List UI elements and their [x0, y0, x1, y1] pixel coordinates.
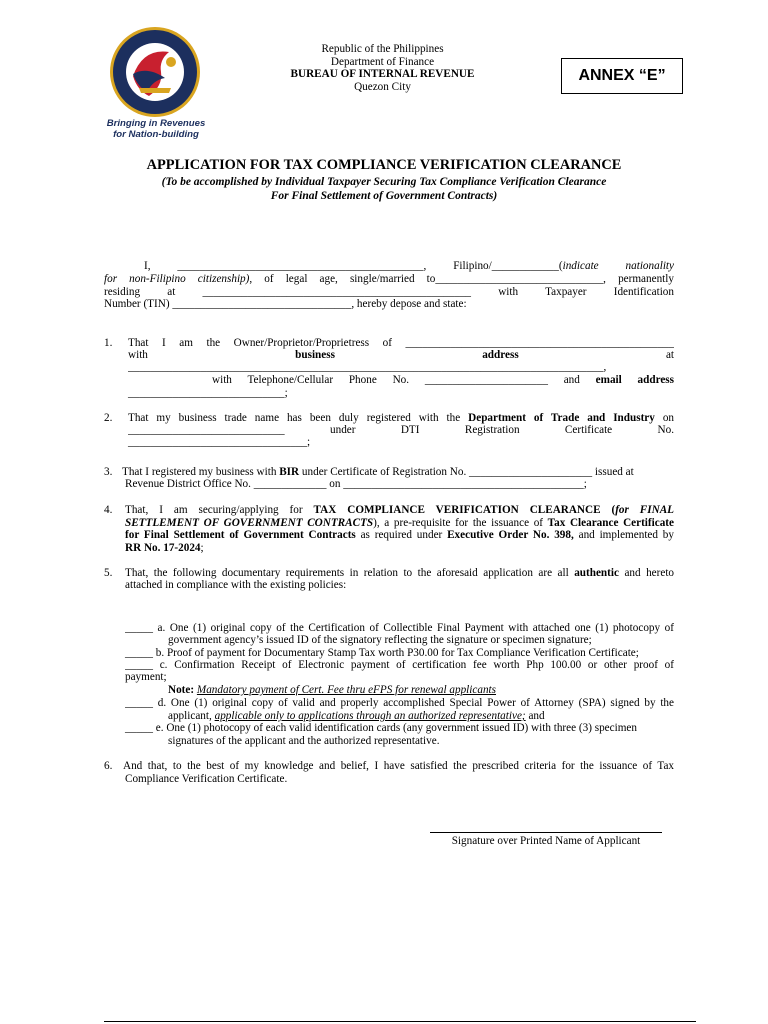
- item-text-bold: Executive Order No. 398,: [447, 529, 574, 541]
- item-text: with Telephone/Cellular Phone No. ______________________ and: [212, 374, 580, 386]
- requirement-c-line-1: _____ c. Confirmation Receipt of Electronic payment of certification fee worth Php 100.00 or other proof of: [125, 659, 674, 671]
- item-text-bold: Department of Trade and Industry: [468, 412, 655, 424]
- tagline-line-1: Bringing in Revenues: [106, 118, 206, 129]
- requirement-a-line-1: _____ a. One (1) original copy of the Certification of Collectible Final Payment with attached one (1) photocopy of: [125, 622, 674, 634]
- requirement-b-line-1: _____ b. Proof of payment for Documentary Stamp Tax worth P30.00 for Tax Compliance Verification Certificate;: [125, 647, 639, 659]
- item-4-line-4: [125, 542, 204, 555]
- intro-line-1: [104, 260, 674, 273]
- requirement-text-underlined: applicable only to applications through an authorized representative;: [214, 710, 526, 722]
- item-6-line-1: And that, to the best of my knowledge and belief, I have satisfied the prescribed criteria for the issuance of Tax: [123, 760, 674, 772]
- country-name: Republic of the Philippines: [321, 43, 444, 55]
- item-number: 2.: [104, 412, 113, 424]
- item-1-line-3: _____________________________________________________________________________________,: [128, 361, 607, 373]
- requirement-e-line-1: _____ e. One (1) photocopy of each valid identification cards (any government issued ID) with three (3) specimen: [125, 722, 637, 734]
- intro-line-3: residing at ________________________________________________ with Taxpayer Identification: [104, 286, 674, 298]
- annex-label: ANNEX “E”: [561, 58, 683, 94]
- item-text: as required under: [360, 529, 443, 541]
- tagline: [100, 119, 212, 140]
- item-number: 3.: [104, 466, 113, 478]
- signature-line: [430, 832, 662, 833]
- item-number: 1.: [104, 337, 113, 349]
- item-text: That I registered my business with: [122, 466, 277, 478]
- item-text: with: [128, 349, 148, 361]
- requirement-text: and: [528, 710, 545, 722]
- item-number: 5.: [104, 567, 113, 579]
- form-subtitle: [104, 176, 664, 203]
- item-text: That, the following documentary requirements in relation to the aforesaid application are all: [125, 567, 569, 579]
- item-text-bold: Tax Clearance Certificate: [547, 517, 674, 529]
- subtitle-line-1: (To be accomplished by Individual Taxpayer Securing Tax Compliance Verification Clearance: [161, 176, 607, 188]
- item-1-line-4: [128, 374, 674, 387]
- item-text: under Certificate of Registration No. ______________________ issued at: [301, 466, 634, 478]
- intro-note: indicate nationality: [562, 260, 674, 272]
- intro-note: for non-Filipino citizenship): [104, 273, 250, 285]
- item-text: at: [665, 349, 674, 361]
- requirement-c-line-2: payment;: [125, 671, 167, 683]
- intro-line-4: Number (TIN) ________________________________, hereby depose and state:: [104, 298, 467, 310]
- item-text-bold: TAX COMPLIANCE VERIFICATION CLEARANCE (: [313, 504, 616, 516]
- item-text-bold: BIR: [279, 466, 300, 478]
- item-text: and hereto: [624, 567, 674, 579]
- agency-header: [240, 43, 525, 93]
- item-4-line-1: [125, 504, 674, 517]
- item-3-line-1: [122, 466, 634, 479]
- item-text-bold-italic: SETTLEMENT OF GOVERNMENT CONTRACTS: [125, 517, 374, 529]
- item-number: 6.: [104, 760, 113, 772]
- bureau-name: BUREAU OF INTERNAL REVENUE: [290, 68, 475, 80]
- department-name: Department of Finance: [330, 55, 435, 68]
- item-1-line-1: That I am the Owner/Proprietor/Proprietress of ________________________________________________: [128, 337, 674, 349]
- item-1-line-5: ____________________________;: [128, 387, 288, 399]
- item-3-line-2: Revenue District Office No. _____________ on ___________________________________________;: [125, 478, 587, 490]
- item-text: ;: [200, 542, 204, 554]
- item-text-bold: RR No. 17-2024: [125, 542, 201, 554]
- item-text: and implemented by: [578, 529, 674, 541]
- intro-line-2: [104, 273, 674, 286]
- item-4-line-2: [125, 517, 674, 530]
- item-text-bold: business: [295, 349, 335, 361]
- bir-seal-logo: [103, 26, 207, 118]
- item-1-line-2: [128, 349, 674, 362]
- city-name: Quezon City: [354, 80, 411, 93]
- item-2-line-3: ________________________________;: [128, 436, 311, 448]
- item-5-line-1: [125, 567, 674, 580]
- form-title: APPLICATION FOR TAX COMPLIANCE VERIFICATION CLEARANCE: [146, 157, 622, 173]
- item-2-line-1: [128, 412, 674, 425]
- item-text: ), a pre-requisite for the issuance of: [373, 517, 544, 529]
- requirement-note: [168, 684, 496, 697]
- note-label: Note:: [168, 684, 195, 696]
- item-2-line-2: ____________________________ under DTI Registration Certificate No.: [128, 424, 674, 436]
- item-text: That, I am securing/applying for: [125, 504, 303, 516]
- requirement-d-line-1: _____ d. One (1) original copy of valid and properly accomplished Special Power of Attorney (SPA) signed by the: [125, 697, 674, 709]
- subtitle-line-2: For Final Settlement of Government Contracts): [270, 189, 498, 202]
- item-5-line-2: attached in compliance with the existing policies:: [125, 579, 347, 591]
- signature-label: Signature over Printed Name of Applicant: [451, 835, 641, 847]
- item-6-line-2: Compliance Verification Certificate.: [125, 773, 288, 785]
- tagline-line-2: for Nation-building: [113, 128, 199, 140]
- item-text: That my business trade name has been duly registered with the: [128, 412, 461, 424]
- requirement-a-line-2: government agency’s issued ID of the signatory reflecting the signature or specimen signature;: [168, 634, 592, 646]
- item-4-line-3: [125, 529, 674, 542]
- item-text-bold: address: [482, 349, 519, 361]
- requirement-d-line-2: [168, 710, 545, 723]
- footer-rule: [104, 1021, 696, 1022]
- intro-text: , of legal age, single/married to______________________________, permanently: [249, 273, 674, 285]
- requirement-text: applicant,: [168, 710, 212, 722]
- item-text-bold: email address: [595, 374, 674, 386]
- note-text: Mandatory payment of Cert. Fee thru eFPS for renewal applicants: [196, 684, 497, 696]
- item-text-bold-italic: for FINAL: [615, 504, 674, 516]
- item-text-bold: for Final Settlement of Government Contracts: [125, 529, 356, 541]
- requirement-e-line-2: signatures of the applicant and the authorized representative.: [168, 735, 440, 747]
- item-text: on: [662, 412, 674, 424]
- item-number: 4.: [104, 504, 113, 516]
- item-text-bold: authentic: [574, 567, 619, 579]
- intro-text: I, ____________________________________________, Filipino/____________(: [144, 260, 563, 272]
